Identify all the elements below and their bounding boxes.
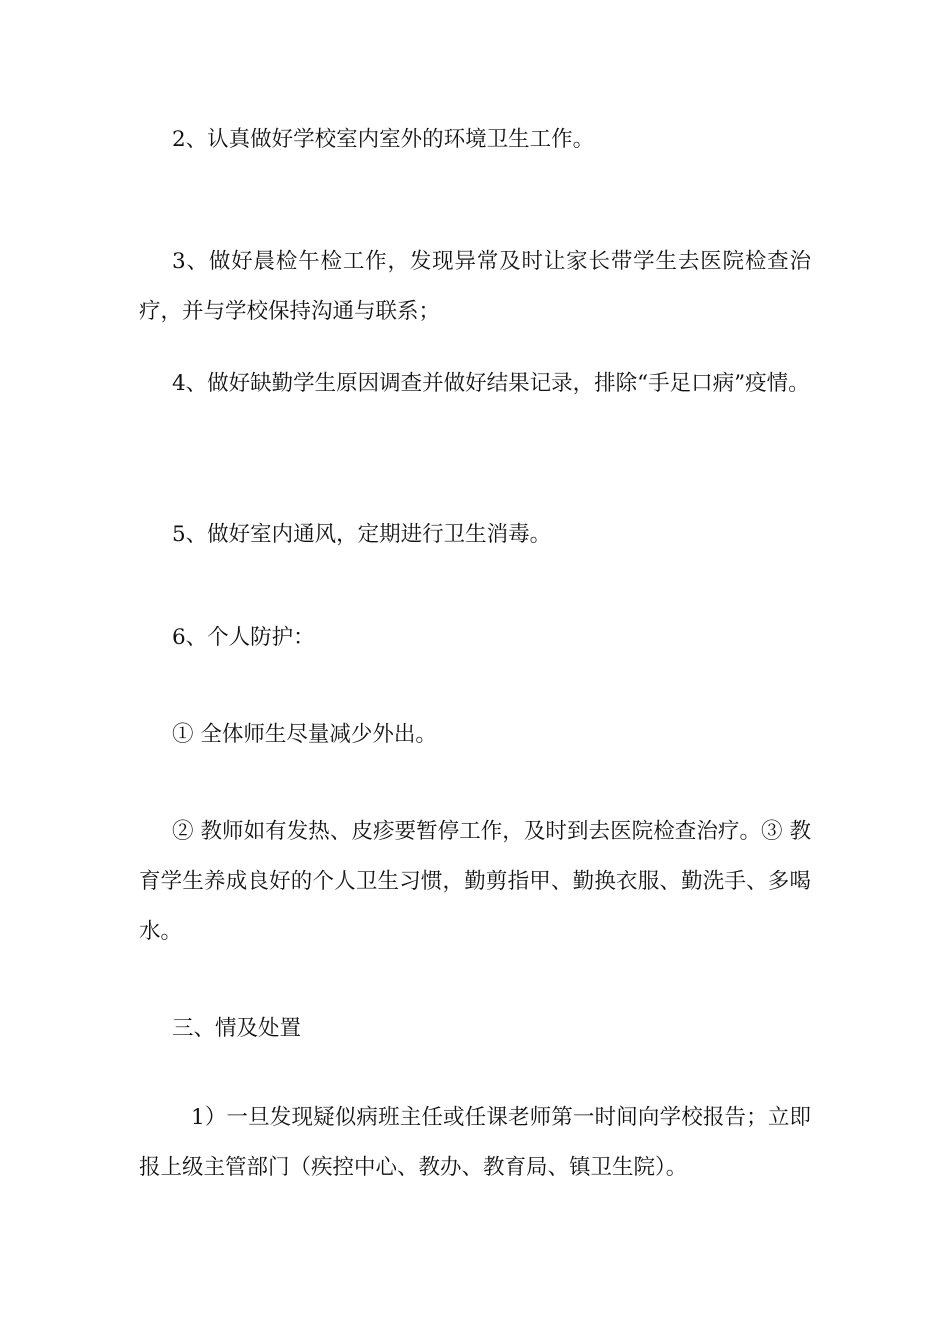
- paragraph-item-2: 2、认真做好学校室内室外的环境卫生工作。: [172, 127, 595, 152]
- section-heading: 三、情及处置: [172, 1016, 302, 1041]
- paragraph-item-5: 5、做好室内通风，定期进行卫生消毒。: [172, 522, 552, 547]
- protection-item-1: ① 全体师生尽量减少外出。: [172, 722, 437, 747]
- paragraph-item-6: 6、个人防护：: [172, 625, 315, 650]
- protection-item-2-3: ② 教师如有发热、皮疹要暂停工作，及时到去医院检查治疗。③ 教育学生养成良好的个人卫生习惯，勤剪指甲、勤换衣服、勤洗手、多喝水。: [139, 819, 811, 944]
- paragraph-item-4: 4、做好缺勤学生原因调查并做好结果记录，排除“手足口病”疫情。: [172, 371, 810, 396]
- paragraph-item-3: 3、做好晨检午检工作，发现异常及时让家长带学生去医院检查治疗，并与学校保持沟通与联系；: [139, 249, 811, 324]
- handling-item-1: 1）一旦发现疑似病班主任或任课老师第一时间向学校报告；立即报上级主管部门（疾控中心、教办、教育局、镇卫生院）。: [139, 1105, 811, 1180]
